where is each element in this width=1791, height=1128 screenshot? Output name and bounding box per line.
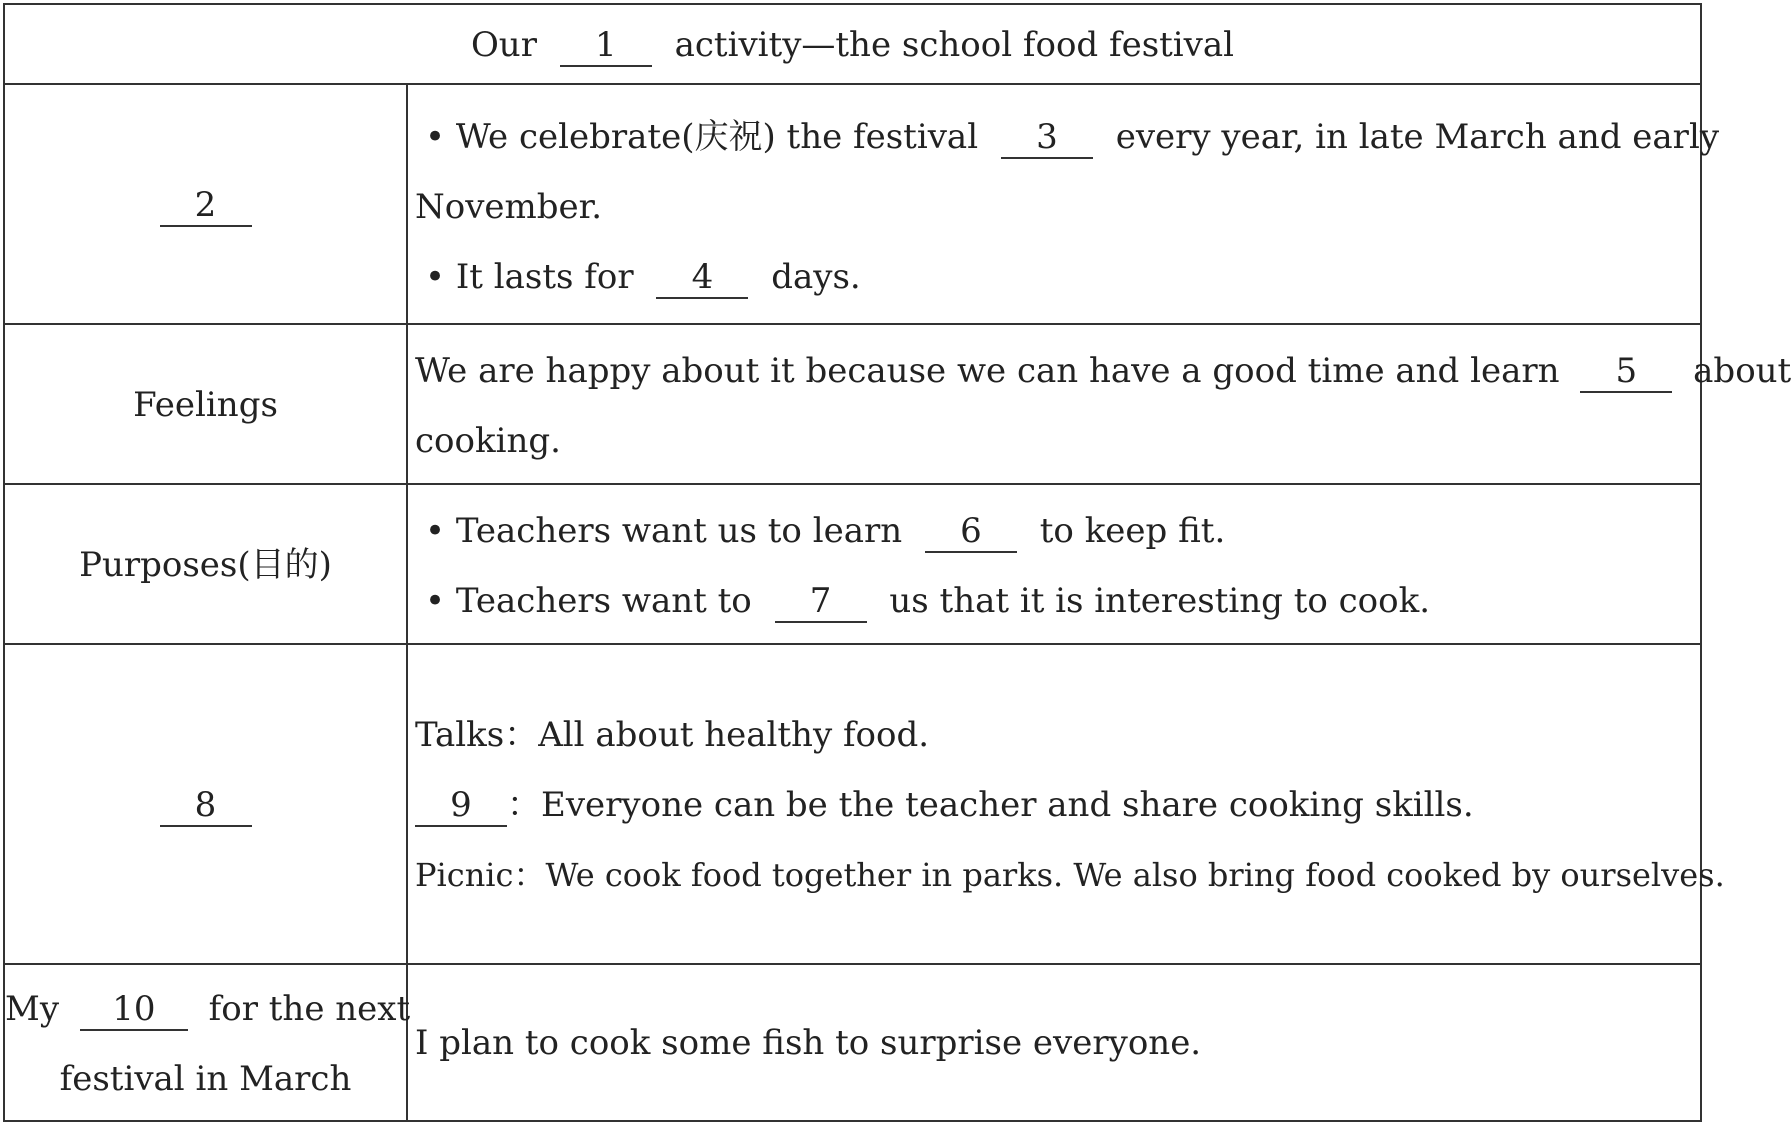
column-divider [406,85,408,1120]
row-label-time [5,185,406,227]
plan-label-post: for the next [208,989,411,1029]
blank-9[interactable]: 9 [415,787,507,827]
blank-3[interactable]: 3 [1001,119,1093,159]
fill-in-table [3,3,1791,1122]
row-label-plan-line-1 [5,989,411,1031]
activity-item-2-post: ：Everyone can be the teacher and share cooking skills. [507,785,1474,825]
feelings-line-1-pre: We are happy about it because we can have a good time and learn [415,351,1560,391]
blank-7[interactable]: 7 [775,583,867,623]
row-divider [5,963,1700,965]
row-divider [5,483,1700,485]
row-divider [5,643,1700,645]
time-bullet-1-post: every year, in late March and early [1115,117,1720,157]
time-bullet-2-post: days. [771,257,861,297]
blank-2[interactable]: 2 [160,187,252,227]
purposes-bullet-1-post: to keep fit. [1039,511,1226,551]
time-bullet-2 [425,257,861,299]
row-label-feelings: Feelings [133,385,278,425]
activity-item-2 [415,785,1474,827]
plan-content: I plan to cook some fish to surprise everyone. [415,1023,1202,1063]
feelings-line-1-post: about [1693,351,1791,391]
time-bullet-1-continuation: November. [415,187,602,227]
row-label-purposes: Purposes(目的) [79,545,332,585]
blank-1[interactable]: 1 [560,27,652,67]
purposes-bullet-1 [425,511,1225,553]
plan-label-pre: My [5,989,60,1029]
time-bullet-2-pre: It lasts for [455,257,634,297]
activity-picnic: Picnic：We cook food together in parks. We also bring food cooked by ourselves. [415,856,1725,894]
feelings-line-1 [415,351,1791,393]
row-divider [5,323,1700,325]
row-label-plan-line-2: festival in March [59,1059,352,1099]
activity-talks: Talks：All about healthy food. [415,715,930,755]
bullet-dot: • [425,511,446,551]
bullet-dot: • [425,257,446,297]
blank-5[interactable]: 5 [1580,353,1672,393]
feelings-line-2: cooking. [415,421,561,461]
bullet-dot: • [425,117,446,157]
time-bullet-1-pre: We celebrate(庆祝) the festival [455,117,979,157]
row-label-activities [5,785,406,827]
title-suffix: activity—the school food festival [674,25,1235,65]
table-title [5,25,1700,67]
row-divider [5,83,1700,85]
bullet-dot: • [425,581,446,621]
purposes-bullet-1-pre: Teachers want us to learn [455,511,903,551]
purposes-bullet-2-post: us that it is interesting to cook. [889,581,1431,621]
purposes-bullet-2 [425,581,1430,623]
purposes-bullet-2-pre: Teachers want to [455,581,752,621]
blank-8[interactable]: 8 [160,787,252,827]
time-bullet-1 [425,117,1719,159]
blank-4[interactable]: 4 [656,259,748,299]
title-prefix: Our [470,25,537,65]
blank-6[interactable]: 6 [925,513,1017,553]
blank-10[interactable]: 10 [80,991,188,1031]
